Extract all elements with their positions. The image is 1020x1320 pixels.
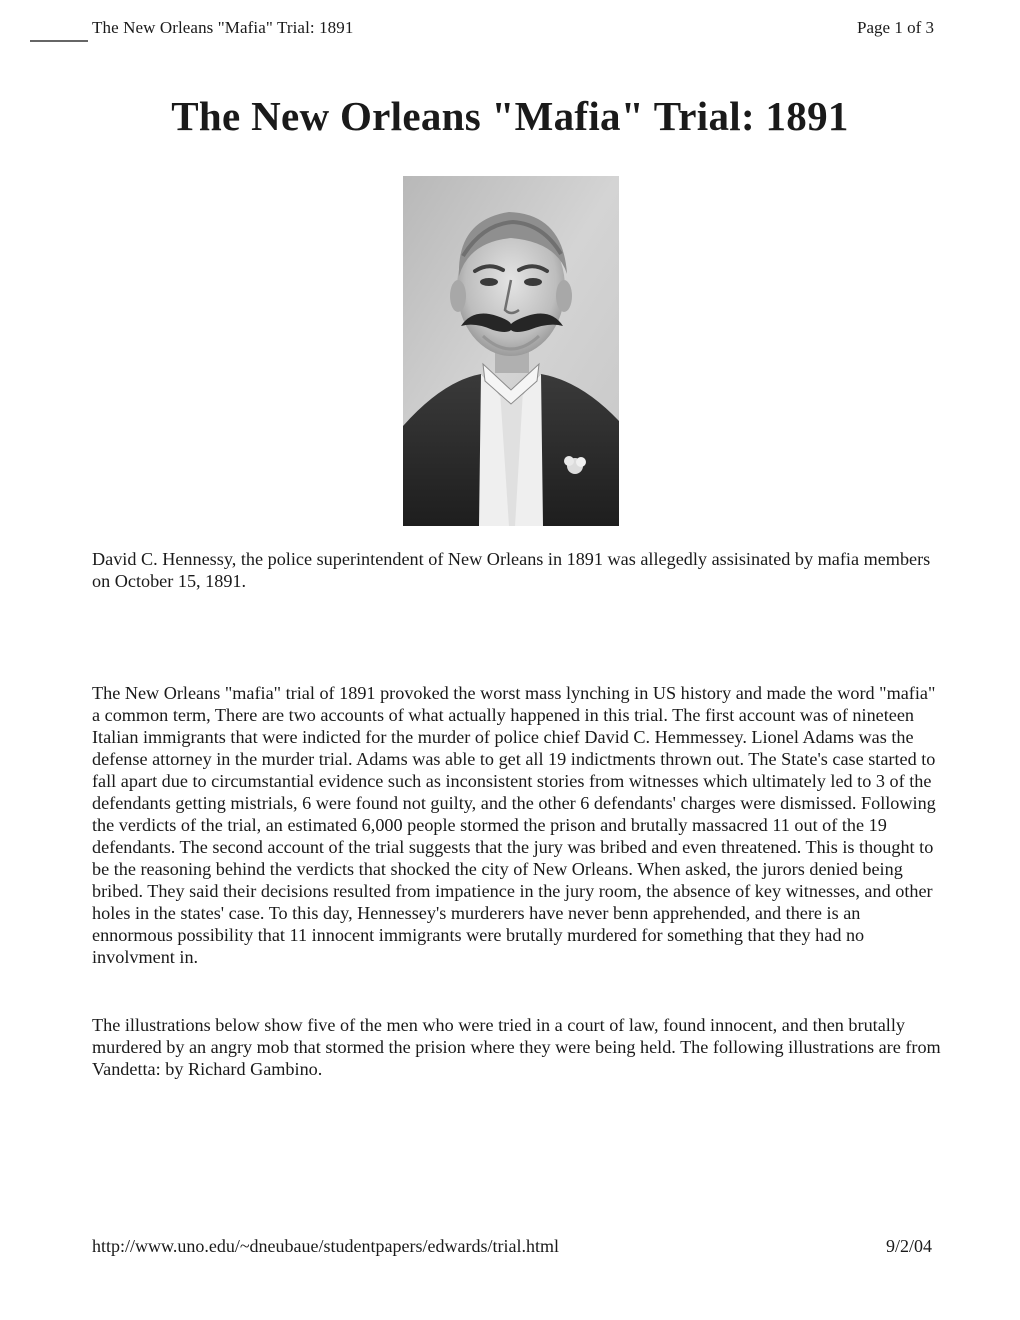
scan-artifact-mark [30, 40, 88, 42]
header-page-number: Page 1 of 3 [857, 18, 934, 37]
portrait-photo [403, 176, 619, 526]
page-title: The New Orleans "Mafia" Trial: 1891 [171, 93, 849, 139]
footer-source-url: http://www.uno.edu/~dneubaue/studentpapers/edwards/trial.html [92, 1236, 559, 1256]
body-paragraph-1: The New Orleans "mafia" trial of 1891 provoked the worst mass lynching in US history and made the word "mafia" a common term, There are two accounts of what actually happened in this trial. The first account was of nineteen Italian immigrants that were indicted for the murder of police chief David C. Hemmessey. Lionel Adams was the defense attorney in the murder trial. Adams was able to get all 19 indictments thrown out. The State's case started to fall apart due to circumstantial evidence such as inconsistent stories from witnesses which ultimately led to 3 of the defendants getting mistrials, 6 were found not guilty, and the other 6 defendants' charges were dismissed. Following the verdicts of the trial, an estimated 6,000 people stormed the prison and brutally massacred 11 out of the 19 defendants. The second account of the trial suggests that the jury was bribed and even threatened. This is thought to be the reasoning behind the verdicts that shocked the city of New Orleans. When asked, the jurors denied being bribed. They said their decisions resulted from impatience in the jury room, the absence of key witnesses, and other holes in the states' case. To this day, Hennessey's murderers have never benn apprehended, and there is an ennormous possibility that 11 innocent immigrants were brutally murdered for something that they had no involvment in. [92, 683, 936, 967]
header-doc-title: The New Orleans "Mafia" Trial: 1891 [92, 18, 354, 37]
footer-print-date: 9/2/04 [885, 1236, 932, 1256]
portrait-caption: David C. Hennessy, the police superintendent of New Orleans in 1891 was allegedly assisinated by mafia members on October 15, 1891. [92, 549, 931, 591]
body-paragraph-2: The illustrations below show five of the men who were tried in a court of law, found innocent, and then brutally murdered by an angry mob that stormed the prision where they were being held. The following illustrations are from Vandetta: by Richard Gambino. [92, 1015, 941, 1079]
